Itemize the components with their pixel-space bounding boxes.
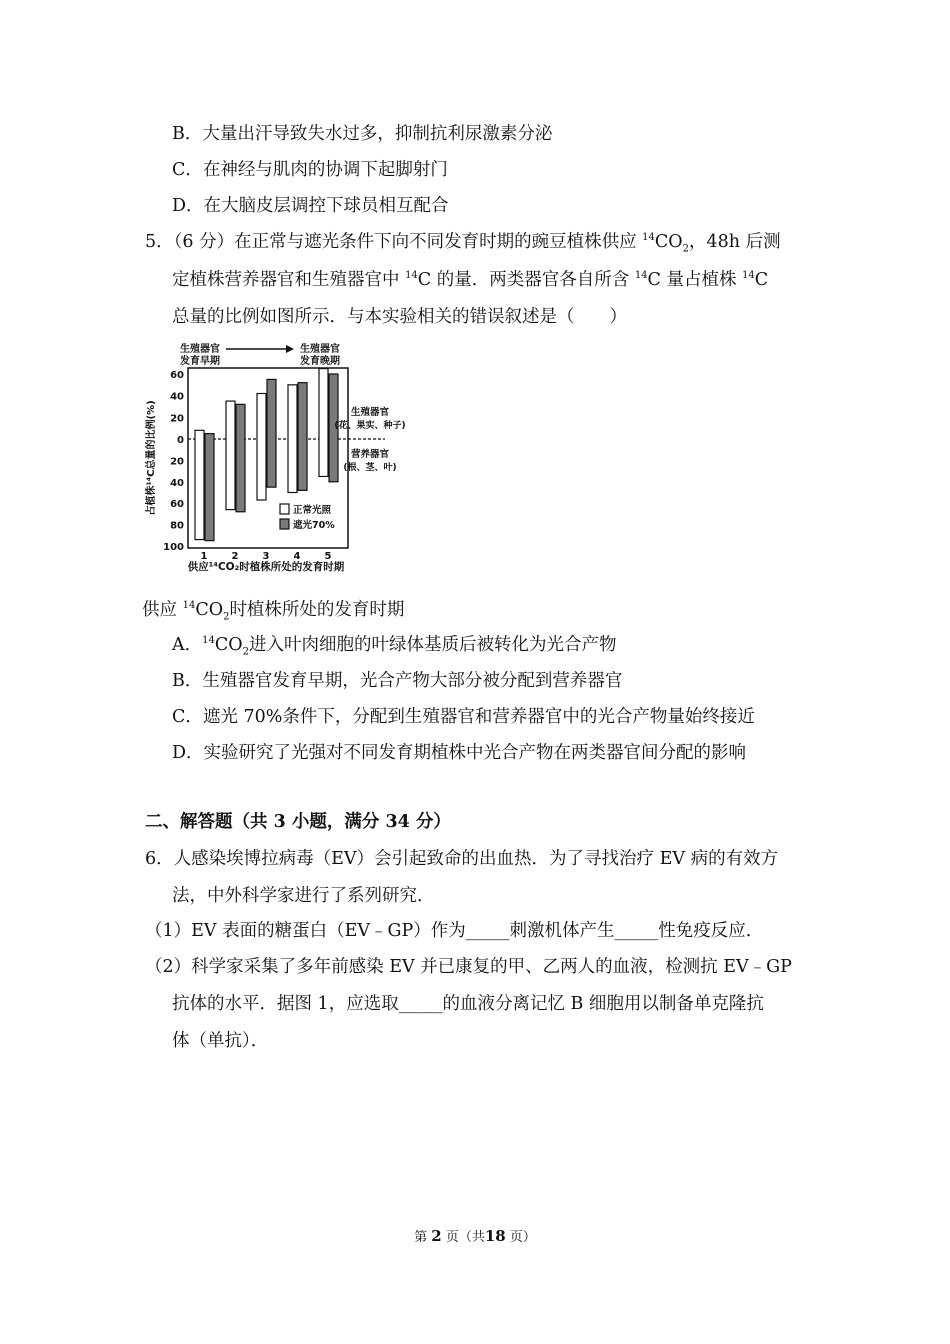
total-pages: 18 bbox=[484, 1227, 506, 1245]
top-label-left-2: 发育早期 bbox=[180, 356, 220, 367]
y-tick-label: 40 bbox=[170, 477, 184, 489]
right-label-vegetative-detail: (根、茎、叶) bbox=[343, 463, 397, 473]
q6-stem-line2: 法，中外科学家进行了系列研究． bbox=[172, 886, 435, 906]
y-tick-label: 0 bbox=[177, 435, 184, 446]
right-label-reproductive-detail: (花、果实、种子) bbox=[334, 421, 406, 431]
y-tick-label: 40 bbox=[170, 391, 184, 403]
q5-stem-line1: 5．（6 分）在正常与遮光条件下向不同发育时期的豌豆植株供应 $^{14}CO_2$，48h 后测 bbox=[145, 232, 781, 255]
q4-option-d: D．在大脑皮层调控下球员相互配合 bbox=[172, 196, 449, 216]
q5-stem-line2: 定植株营养器官和生殖器官中 $^{14}$C 的量．两类器官各自所含 $^{14}$C 量占植株 $^{14}$C bbox=[172, 270, 769, 290]
y-axis-label: 占植株¹⁴C总量的比例(%) bbox=[146, 400, 157, 516]
right-label-reproductive: 生殖器官 bbox=[350, 407, 390, 418]
bar-shade-1 bbox=[205, 434, 214, 541]
q6-part2-line3: 体（单抗）． bbox=[172, 1031, 269, 1051]
right-label-vegetative: 营养器官 bbox=[350, 449, 390, 460]
bar-shade-2 bbox=[236, 404, 245, 511]
q5-option-c: C．遮光 70%条件下，分配到生殖器官和营养器官中的光合产物量始终接近 bbox=[172, 707, 755, 727]
x-axis-label: 供应¹⁴CO₂时植株所处的发育时期 bbox=[187, 561, 345, 573]
q5-option-d: D．实验研究了光强对不同发育期植株中光合产物在两类器官间分配的影响 bbox=[172, 743, 747, 763]
x-tick-label: 1 bbox=[200, 551, 208, 562]
figure-caption: 供应 $^{14}CO_2$时植株所处的发育时期 bbox=[142, 600, 405, 623]
bar-normal-4 bbox=[288, 385, 297, 493]
x-tick-label: 2 bbox=[231, 551, 239, 562]
chart-svg bbox=[140, 338, 406, 578]
arrow-head-icon bbox=[286, 345, 294, 353]
page-number: 2 bbox=[431, 1227, 442, 1245]
x-tick-label: 3 bbox=[262, 551, 270, 562]
y-tick-label: 100 bbox=[163, 542, 184, 553]
y-tick-label: 80 bbox=[170, 520, 184, 532]
legend-label: 遮光70% bbox=[293, 520, 335, 531]
q6-part2-line2: 抗体的水平．据图 1，应选取_____的血液分离记忆 B 细胞用以制备单克隆抗 bbox=[172, 994, 764, 1014]
legend-label: 正常光照 bbox=[293, 505, 332, 516]
y-tick-label: 20 bbox=[170, 456, 184, 468]
q4-option-b: B．大量出汗导致失水过多，抑制抗利尿激素分泌 bbox=[172, 124, 553, 144]
bar-normal-1 bbox=[195, 430, 204, 539]
bar-shade-3 bbox=[267, 379, 276, 487]
q4-option-c: C．在神经与肌肉的协调下起脚射门 bbox=[172, 160, 448, 180]
q5-option-a: A．$^{14}CO_2$进入叶肉细胞的叶绿体基质后被转化为光合产物 bbox=[172, 635, 617, 658]
bar-normal-5 bbox=[319, 369, 328, 477]
legend-swatch bbox=[280, 519, 289, 529]
x-tick-label: 4 bbox=[293, 551, 301, 562]
q6-stem-line1: 6．人感染埃博拉病毒（EV）会引起致命的出血热．为了寻找治疗 EV 病的有效方 bbox=[145, 849, 779, 869]
y-tick-label: 60 bbox=[170, 499, 184, 511]
page-footer: 第 2 页（共18 页） bbox=[414, 1227, 536, 1245]
x-tick-label: 5 bbox=[324, 551, 332, 562]
legend-swatch bbox=[280, 504, 289, 514]
top-label-right-2: 发育晚期 bbox=[300, 356, 340, 367]
q5-stem-line3: 总量的比例如图所示．与本实验相关的错误叙述是（ ） bbox=[172, 307, 627, 327]
q6-part1: （1）EV 表面的糖蛋白（EV﹣GP）作为_____刺激机体产生_____性免疫反应． bbox=[145, 921, 764, 941]
top-label-right-1: 生殖器官 bbox=[300, 344, 340, 355]
q6-part2-line1: （2）科学家采集了多年前感染 EV 并已康复的甲、乙两人的血液，检测抗 EV﹣GP bbox=[145, 957, 792, 977]
bar-normal-2 bbox=[226, 401, 235, 510]
top-label-left-1: 生殖器官 bbox=[180, 344, 220, 355]
y-tick-label: 20 bbox=[170, 413, 184, 425]
y-tick-label: 60 bbox=[170, 370, 184, 381]
q5-option-b: B．生殖器官发育早期，光合产物大部分被分配到营养器官 bbox=[172, 671, 623, 691]
section-title: 二、解答题（共 3 小题，满分 34 分） bbox=[145, 812, 451, 832]
bar-normal-3 bbox=[257, 394, 266, 500]
bar-shade-4 bbox=[298, 383, 307, 491]
bar-chart bbox=[140, 338, 406, 578]
